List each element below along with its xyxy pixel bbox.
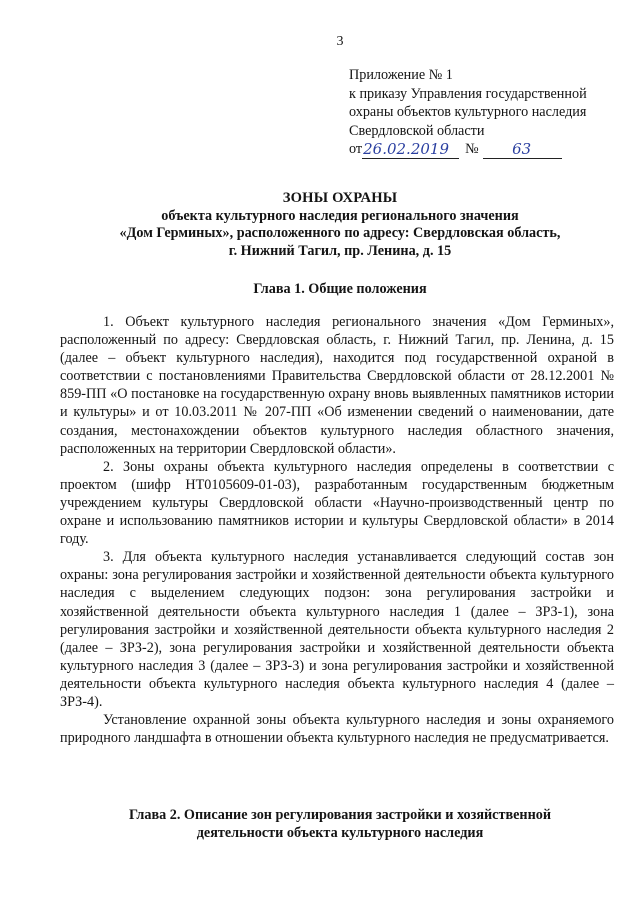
paragraph: 2. Зоны охраны объекта культурного наследия определены в соответствии с проектом (шифр НТ0105609-01-03), разработанным государственным бюджетным учреждением культуры Свердловской области «Научно-производственный центр по охране и использованию памятников истории и культуры Свердловской области» в 2014 году. [60,458,614,548]
title-line: г. Нижний Тагил, пр. Ленина, д. 15 [228,242,452,259]
chapter-2-line: деятельности объекта культурного наследия [196,825,484,841]
page-number: 3 [336,34,344,49]
paragraph: 1. Объект культурного наследия регионального значения «Дом Герминых», расположенный по адресу: Свердловская область, г. Нижний Тагил, пр. Ленина, д. 15 (далее – объект культурного наследия), находится под государственной охраной в соответствии с постановлениями Правительства Свердловской области от 28.12.2001 № 859-ПП «О постановке на государственную охрану вновь выявленных памятников истории и культуры» и от 10.03.2011 № 207-ПП «Об изменении сведений о наименовании, дате создания, местонахождении объектов культурного наследия областного значения, расположенных на территории Свердловской области». [60,314,614,457]
appendix-line: охраны объектов культурного наследия [349,104,587,121]
title-line: ЗОНЫ ОХРАНЫ [282,190,398,206]
order-date-number-line [349,140,629,159]
handwritten-number: 63 [483,142,562,159]
handwritten-date: 26.02.2019 [362,142,459,159]
from-label: от [349,141,363,158]
chapter-1-heading: Глава 1. Общие положения [253,281,427,297]
appendix-line: Приложение № 1 [349,67,453,83]
chapter-2-heading [60,806,620,842]
paragraph: Установление охранной зоны объекта культурного наследия и зоны охраняемого природного ландшафта в отношении объекта культурного наследия не предусматривается. [60,712,614,747]
document-title [60,190,620,260]
appendix-line: к приказу Управления государственной [349,85,587,102]
number-label: № [465,141,479,158]
paragraph: 3. Для объекта культурного наследия устанавливается следующий состав зон охраны: зона регулирования застройки и хозяйственной деятельности объекта культурного наследия с выделением следующих подзон: зона регулирования застройки и хозяйственной деятельности объекта культурного наследия 1 (далее – ЗРЗ-1), зона регулирования застройки и хозяйственной деятельности объекта культурного наследия 2 (далее – ЗРЗ-2), зона регулирования застройки и хозяйственной деятельности объекта культурного наследия 3 (далее – ЗРЗ-3) и зона регулирования застройки и хозяйственной деятельности объекта культурного наследия объекта культурного наследия 4 (далее – ЗРЗ-4). [60,549,614,710]
chapter-1-body [60,313,614,747]
title-line: «Дом Герминых», расположенного по адресу: Свердловская область, [119,225,561,242]
appendix-header [349,66,629,159]
appendix-line: Свердловской области [349,122,485,139]
chapter-2-line: Глава 2. Описание зон регулирования застройки и хозяйственной [128,807,552,823]
title-line: объекта культурного наследия регионального значения [161,207,519,224]
